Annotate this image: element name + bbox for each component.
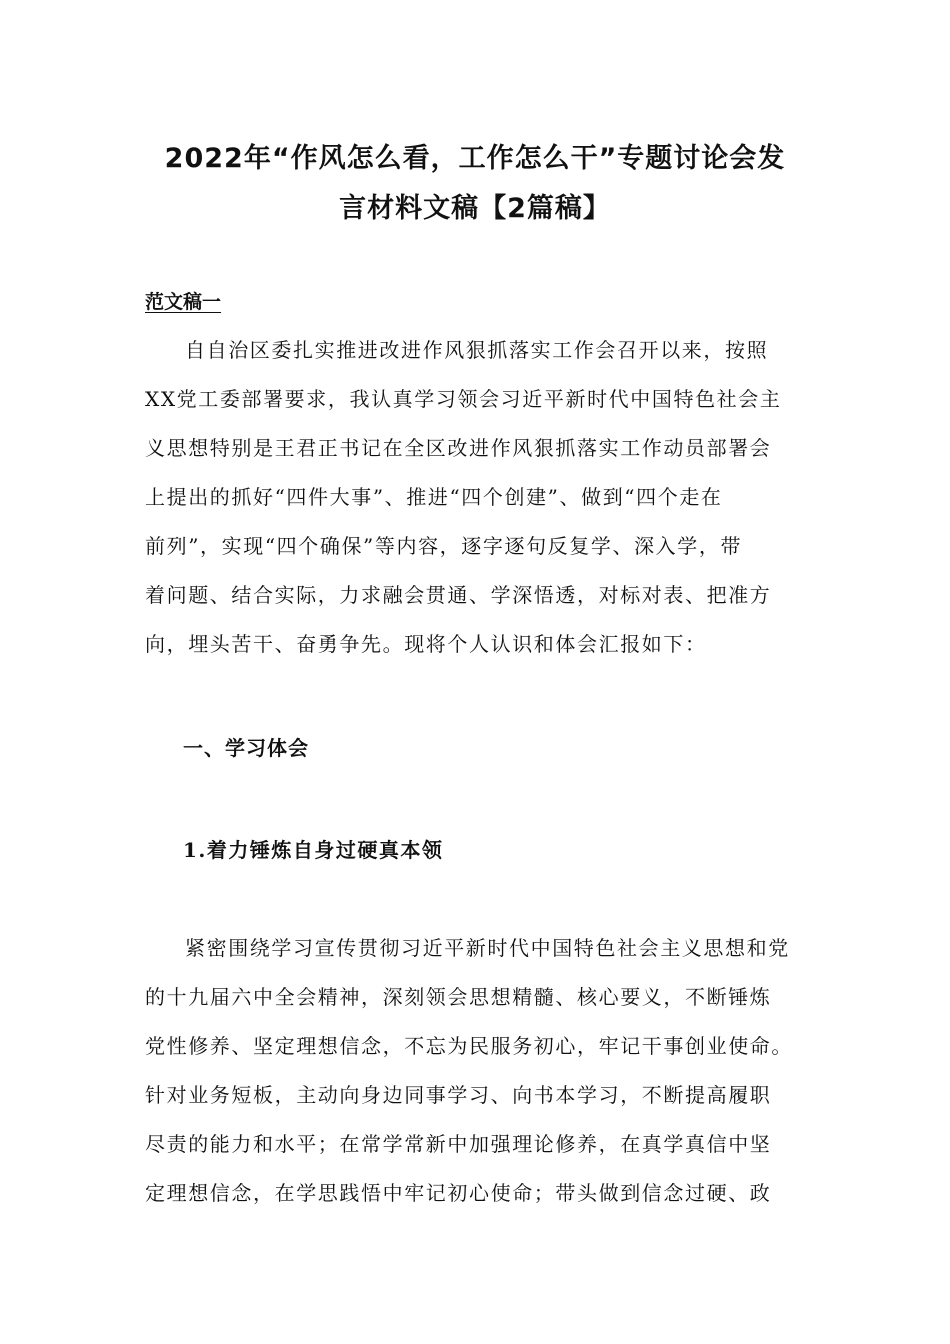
paragraph-line: 上提出的抓好“四件大事”、推进“四个创建”、做到“四个走在 xyxy=(145,485,723,509)
paragraph-line: 的十九届六中全会精神，深刻领会思想精髓、核心要义，不断锤炼 xyxy=(145,985,772,1009)
paragraph-line: 紧密围绕学习宣传贯彻习近平新时代中国特色社会主义思想和党 xyxy=(185,936,790,960)
paragraph-line: 义思想特别是王君正书记在全区改进作风狠抓落实工作动员部署会 xyxy=(145,436,772,460)
section-label: 范文稿一 xyxy=(145,291,222,313)
paragraph-line: 党性修养、坚定理想信念，不忘为民服务初心，牢记干事创业使命。 xyxy=(145,1034,793,1058)
paragraph-line: 针对业务短板，主动向身边同事学习、向书本学习，不断提高履职 xyxy=(145,1083,772,1107)
paragraph-line: 自自治区委扎实推进改进作风狠抓落实工作会召开以来，按照 xyxy=(185,338,769,362)
paragraph-body xyxy=(145,924,835,1218)
paragraph-intro xyxy=(145,326,835,669)
subheading-1: 1.着力锤炼自身过硬真本领 xyxy=(183,838,444,862)
document-title-line-1: 2022年“作风怎么看，工作怎么干”专题讨论会发 xyxy=(164,143,786,174)
paragraph-line: XX党工委部署要求，我认真学习领会习近平新时代中国特色社会主 xyxy=(145,387,782,411)
paragraph-line: 向，埋头苦干、奋勇争先。现将个人认识和体会汇报如下： xyxy=(145,632,707,656)
paragraph-line: 着问题、结合实际，力求融会贯通、学深悟透，对标对表、把准方 xyxy=(145,583,772,607)
heading-study-experience: 一、学习体会 xyxy=(183,736,309,760)
paragraph-line: 尽责的能力和水平；在常学常新中加强理论修养，在真学真信中坚 xyxy=(145,1132,772,1156)
paragraph-line: 定理想信念，在学思践悟中牢记初心使命；带头做到信念过硬、政 xyxy=(145,1181,772,1205)
paragraph-line: 前列”，实现“四个确保”等内容，逐字逐句反复学、深入学，带 xyxy=(145,534,743,558)
document-title-line-2: 言材料文稿【2篇稿】 xyxy=(339,193,611,224)
